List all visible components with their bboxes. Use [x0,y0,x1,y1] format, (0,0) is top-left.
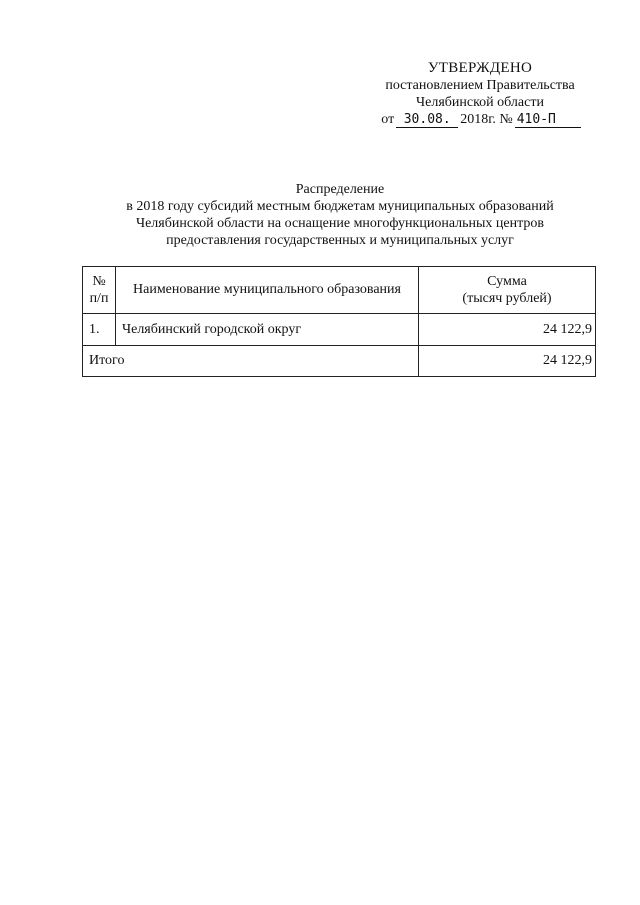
header-number [83,267,116,314]
date-value: 30.08. [396,113,458,128]
title-line-1: Распределение [295,182,385,197]
row-municipality: Челябинский городской округ [116,314,419,346]
table-header-row [83,267,596,314]
date-prefix: от [381,112,395,127]
row-sum: 24 122,9 [419,314,596,346]
table-row [83,314,596,346]
header-number-symbol: № [92,274,106,289]
total-label: Итого [83,346,419,377]
year-text: 2018г. № [460,112,513,127]
header-sum-unit: (тысяч рублей) [462,291,552,306]
header-name: Наименование муниципального образования [116,267,419,314]
approval-line-region: Челябинской области [416,95,544,110]
header-sum-title: Сумма [487,274,527,289]
title-line-4: предоставления государственных и муниципальных услуг [166,233,514,248]
approval-heading: УТВЕРЖДЕНО [427,60,533,76]
approval-date-row [360,111,600,128]
document-title [80,181,600,249]
row-number: 1. [83,314,116,346]
header-sum [419,267,596,314]
approval-stamp [360,60,600,128]
header-number-abbr: п/п [89,291,109,306]
table-total-row [83,346,596,377]
distribution-table [82,266,596,377]
title-line-3: Челябинской области на оснащение многофункциональных центров [135,216,545,231]
total-sum: 24 122,9 [419,346,596,377]
title-line-2: в 2018 году субсидий местным бюджетам муниципальных образований [126,199,554,214]
approval-line-resolution: постановлением Правительства [385,78,575,93]
resolution-number: 410-П [515,113,581,128]
